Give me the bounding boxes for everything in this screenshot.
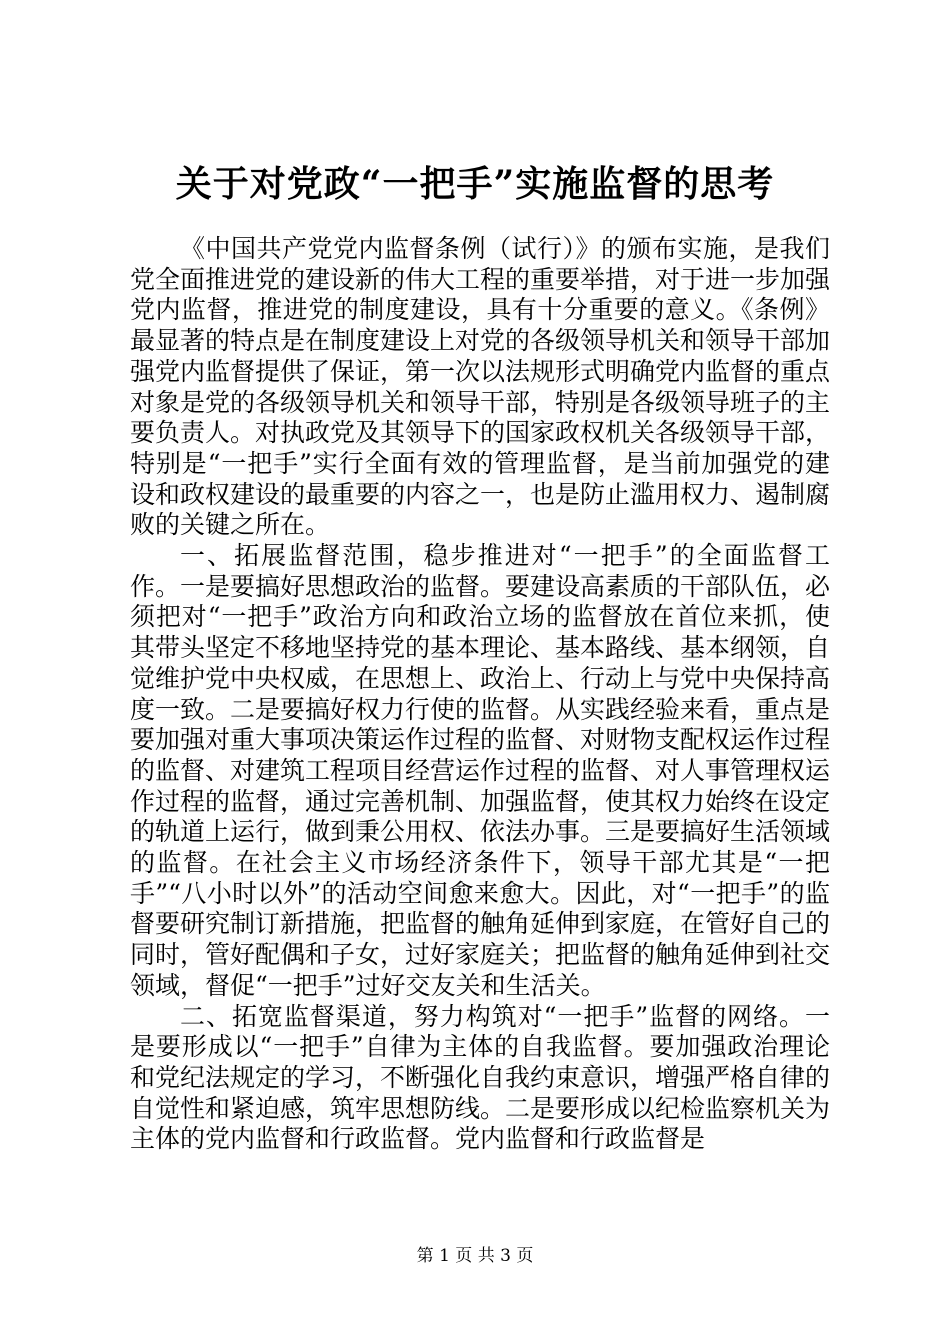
document-body bbox=[130, 234, 830, 1155]
paragraph-section-2: 二、拓宽监督渠道，努力构筑对“一把手”监督的网络。一是要形成以“一把手”自律为主体的自我监督。要加强政治理论和党纪法规定的学习，不断强化自我约束意识，增强严格自律的自觉性和紧迫感，筑牢思想防线。二是要形成以纪检监察机关为主体的党内监督和行政监督。党内监督和行政监督是 bbox=[130, 1001, 831, 1154]
paragraph-section-1: 一、拓展监督范围，稳步推进对“一把手”的全面监督工作。一是要搞好思想政治的监督。要建设高素质的干部队伍，必须把对“一把手”政治方向和政治立场的监督放在首位来抓，使其带头坚定不移地坚持党的基本理论、基本路线、基本纲领，自觉维护党中央权威，在思想上、政治上、行动上与党中央保持高度一致。二是要搞好权力行使的监督。从实践经验来看，重点是要加强对重大事项决策运作过程的监督、对财物支配权运作过程的监督、对建筑工程项目经营运作过程的监督、对人事管理权运作过程的监督，通过完善机制、加强监督，使其权力始终在设定的轨道上运行，做到秉公用权、依法办事。三是要搞好生活领域的监督。在社会主义市场经济条件下，领导干部尤其是“一把手”“八小时以外”的活动空间愈来愈大。因此，对“一把手”的监督要研究制订新措施，把监督的触角延伸到家庭，在管好自己的同时，管好配偶和子女，过好家庭关；把监督的触角延伸到社交领域，督促“一把手”过好交友关和生活关。 bbox=[130, 541, 831, 1000]
page-number-footer: 第 1 页 共 3 页 bbox=[416, 1246, 534, 1266]
document-title: 关于对党政“一把手”实施监督的思考 bbox=[175, 163, 775, 205]
paragraph-intro: 《中国共产党党内监督条例（试行）》的颁布实施，是我们党全面推进党的建设新的伟大工程的重要举措，对于进一步加强党内监督，推进党的制度建设，具有十分重要的意义。《条例》最显著的特点是在制度建设上对党的各级领导机关和领导干部加强党内监督提供了保证，第一次以法规形式明确党内监督的重点对象是党的各级领导机关和领导干部，特别是各级领导班子的主要负责人。对执政党及其领导下的国家政权机关各级领导干部，特别是“一把手”实行全面有效的管理监督，是当前加强党的建设和政权建设的最重要的内容之一，也是防止滥用权力、遏制腐败的关键之所在。 bbox=[130, 234, 831, 540]
